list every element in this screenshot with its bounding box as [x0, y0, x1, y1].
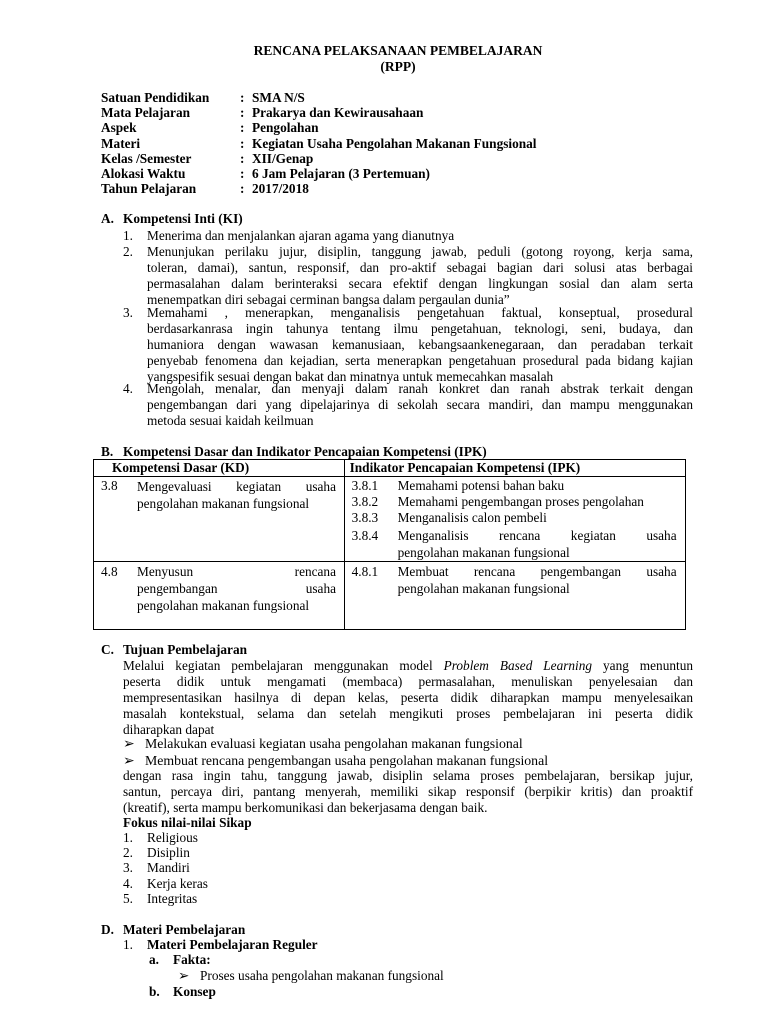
tujuan-line: masalah kontekstual, selama dan setelah mengikuti proses pembelajaran ini peserta didik: [123, 706, 693, 721]
ki-line: permasalahan dalam berinteraksi secara efektif dengan lingkungan sosial dan alam serta: [147, 276, 693, 291]
tujuan-line-pre: Melalui kegiatan pembelajaran menggunakan model: [123, 658, 444, 673]
ki-number: 1.: [123, 228, 133, 243]
ki-line: Menerima dan menjalankan ajaran agama yang dianutnya: [147, 228, 455, 243]
ipk-number: 3.8.3: [351, 510, 379, 525]
ki-item: [123, 228, 693, 244]
sub-text: Fakta:: [173, 952, 211, 967]
section-letter: B.: [101, 444, 114, 459]
identity-colon: :: [240, 90, 245, 105]
identity-label: Alokasi Waktu: [101, 166, 186, 181]
kd-line: Mengevaluasi kegiatan usaha: [137, 479, 336, 494]
list-item: [123, 845, 208, 860]
kd-line: pengolahan makanan fungsional: [137, 598, 310, 613]
identity-label: Satuan Pendidikan: [101, 90, 210, 105]
identity-colon: :: [240, 136, 245, 151]
ipk-item: [352, 510, 379, 526]
pbl-term: Problem Based Learning: [443, 658, 593, 673]
materi-konsep-heading: [149, 984, 216, 1000]
tujuan-closing: [123, 768, 693, 816]
table-header-row: [94, 460, 686, 477]
focus-list: [123, 830, 208, 906]
tujuan-line-post: yang menuntun: [592, 658, 693, 673]
sub-letter: b.: [149, 984, 160, 999]
section-title: Kompetensi Dasar dan Indikator Pencapaian Kompetensi (IPK): [123, 444, 487, 459]
document-subtitle: (RPP): [380, 59, 416, 74]
ki-number: 4.: [123, 381, 133, 396]
ipk-text: Memahami potensi bahan baku: [397, 478, 565, 493]
fakta-bullet: [178, 968, 444, 984]
tujuan-paragraph: [123, 658, 693, 738]
list-number: 4.: [123, 875, 133, 891]
ki-line: pengembangan dari yang dipelajarinya di sekolah secara mandiri, dan mampu menggunakan: [147, 397, 693, 412]
identity-value: SMA N/S: [252, 90, 305, 105]
ipk-line: pengolahan makanan fungsional: [397, 581, 570, 596]
kd-cell: [94, 477, 345, 562]
tujuan-bullet: [123, 736, 523, 752]
arrow-bullet-icon: ➢: [123, 753, 135, 768]
tujuan-line: diharapkan dapat: [123, 722, 215, 737]
kd-text: [137, 563, 336, 614]
ipk-item: [352, 494, 379, 510]
section-title: Materi Pembelajaran: [123, 922, 246, 937]
ki-number: 2.: [123, 244, 133, 259]
ipk-number: 3.8.2: [351, 494, 379, 509]
ki-line: metoda sesuai kaidah keilmuan: [147, 413, 314, 428]
ki-number: 3.: [123, 305, 133, 320]
ipk-line: pengolahan makanan fungsional: [397, 545, 570, 560]
document-title: RENCANA PELAKSANAAN PEMBELAJARAN: [253, 43, 543, 58]
ipk-item: [352, 563, 379, 580]
list-number: 3.: [123, 860, 133, 876]
list-item: [123, 830, 208, 845]
ki-text: [147, 228, 693, 244]
kd-cell: [94, 562, 345, 630]
focus-heading: Fokus nilai-nilai Sikap: [123, 815, 252, 830]
list-text: Integritas: [147, 890, 198, 906]
closing-line: (kreatif), serta mampu berkomunikasi dan bekerjasama dengan baik.: [123, 800, 488, 815]
kd-line: pengolahan makanan fungsional: [137, 496, 310, 511]
kd-number: 3.8: [101, 478, 118, 493]
ipk-line: Membuat rencana pengembangan usaha: [397, 564, 677, 579]
tujuan-line: peserta didik untuk mengamati (membaca) permasalahan, menuliskan penyelesaian dan: [123, 674, 693, 689]
ipk-item: [352, 527, 379, 544]
sub-text: Konsep: [173, 984, 216, 999]
identity-colon: :: [240, 120, 245, 135]
identity-label: Tahun Pelajaran: [101, 181, 197, 196]
list-item: [123, 891, 208, 906]
sub-text: Materi Pembelajaran Reguler: [147, 937, 318, 952]
list-text: Religious: [147, 830, 198, 845]
ki-line: Menunjukan perilaku jujur, disiplin, tanggung jawab, peduli (gotong royong, kerja sama,: [147, 244, 693, 259]
list-text: Disiplin: [147, 845, 190, 861]
identity-colon: :: [240, 166, 245, 181]
kd-line: Menyusun rencana: [137, 564, 336, 579]
tujuan-line: mempresentasikan hasilnya di depan kelas, peserta didik diharapkan mampu menyelesaikan: [123, 690, 693, 705]
ki-item: [123, 244, 693, 308]
ki-line: humaniora dengan wawasan kemanusiaan, kebangsaankenegaraan, dan peradaban terkait: [147, 337, 693, 352]
closing-line: dengan rasa ingin tahu, tanggung jawab, disiplin selama proses pembelajaran, bersikap jujur,: [123, 768, 693, 783]
tujuan-bullet: [123, 753, 548, 769]
materi-fakta-heading: [149, 952, 211, 968]
sub-number: 1.: [123, 937, 133, 952]
ki-text: [147, 305, 693, 385]
section-title: Tujuan Pembelajaran: [123, 642, 247, 657]
identity-value: 6 Jam Pelajaran (3 Pertemuan): [252, 166, 430, 181]
ipk-cell: [344, 477, 685, 562]
ki-item: [123, 305, 693, 385]
ipk-number: 3.8.4: [351, 528, 379, 543]
section-letter: C.: [101, 642, 114, 657]
ipk-text: [398, 527, 677, 561]
ki-item: [123, 381, 693, 429]
closing-line: santun, percaya diri, pantang menyerah, memiliki sikap responsif (berpikir kritis) dan proaktif: [123, 784, 693, 799]
ipk-number: 4.8.1: [351, 564, 379, 579]
list-text: Mandiri: [147, 860, 190, 876]
identity-value: XII/Genap: [252, 151, 314, 166]
identity-label: Aspek: [101, 120, 137, 135]
bullet-text: Proses usaha pengolahan makanan fungsional: [200, 968, 444, 983]
tujuan-line: [123, 658, 693, 674]
ipk-text: Menganalisis calon pembeli: [397, 510, 547, 525]
list-item: [123, 876, 208, 891]
ipk-item: [352, 478, 379, 494]
ki-text: [147, 381, 693, 429]
identity-colon: :: [240, 181, 245, 196]
kd-line: pengembangan usaha: [137, 581, 336, 596]
list-text: Kerja keras: [147, 875, 208, 891]
arrow-bullet-icon: ➢: [123, 736, 135, 751]
kd-text: [137, 478, 336, 512]
table-row: [94, 477, 686, 562]
ipk-text: Memahami pengembangan proses pengolahan: [397, 494, 644, 509]
bullet-text: Melakukan evaluasi kegiatan usaha pengolahan makanan fungsional: [145, 736, 523, 751]
identity-value: Pengolahan: [252, 120, 319, 135]
ipk-line: Menganalisis rencana kegiatan usaha: [397, 528, 677, 543]
table-row: [94, 562, 686, 630]
materi-sub-heading: [123, 937, 318, 953]
ipk-text: [398, 563, 677, 597]
table-header-ipk: Indikator Pencapaian Kompetensi (IPK): [344, 460, 685, 477]
identity-label: Materi: [101, 136, 141, 151]
arrow-bullet-icon: ➢: [178, 968, 190, 983]
kd-ipk-table: [93, 459, 686, 630]
ki-text: [147, 244, 693, 308]
ipk-cell: [344, 562, 685, 630]
section-title: Kompetensi Inti (KI): [123, 211, 243, 226]
ki-line: berdasarkanrasa ingin tahunya tentang ilmu pengetahuan, teknologi, seni, budaya, dan: [147, 321, 693, 336]
list-number: 5.: [123, 890, 133, 906]
list-item: [123, 860, 208, 875]
section-letter: A.: [101, 211, 114, 226]
sub-letter: a.: [149, 952, 159, 967]
kd-number: 4.8: [101, 564, 118, 579]
list-number: 2.: [123, 845, 133, 861]
ki-line: menempatkan diri sebagai cerminan bangsa dalam pergaulan dunia”: [147, 292, 510, 307]
list-number: 1.: [123, 830, 133, 845]
identity-colon: :: [240, 151, 245, 166]
ki-line: yangspesifik sesuai dengan bakat dan minatnya untuk memecahkan masalah: [147, 369, 554, 384]
ki-line: penyebab fenomena dan kejadian, serta menerapkan pengetahuan prosedural pada bidang kajian: [147, 353, 693, 368]
identity-value: 2017/2018: [252, 181, 309, 196]
table-header-kd: Kompetensi Dasar (KD): [94, 460, 345, 477]
bullet-text: Membuat rencana pengembangan usaha pengolahan makanan fungsional: [145, 753, 549, 768]
identity-colon: :: [240, 105, 245, 120]
identity-label: Mata Pelajaran: [101, 105, 190, 120]
ki-line: Mengolah, menalar, dan menyaji dalam ranah konkret dan ranah abstrak terkait dengan: [147, 381, 693, 396]
ipk-number: 3.8.1: [351, 478, 379, 493]
identity-value: Kegiatan Usaha Pengolahan Makanan Fungsional: [252, 136, 537, 151]
ki-line: toleran, damai), santun, responsif, dan pro-aktif sebagai bagian dari solusi atas berbagai: [147, 260, 693, 275]
identity-label: Kelas /Semester: [101, 151, 192, 166]
identity-value: Prakarya dan Kewirausahaan: [252, 105, 424, 120]
ki-line: Memahami , menerapkan, menganalisis pengetahuan faktual, konseptual, prosedural: [147, 305, 693, 320]
section-letter: D.: [101, 922, 114, 937]
